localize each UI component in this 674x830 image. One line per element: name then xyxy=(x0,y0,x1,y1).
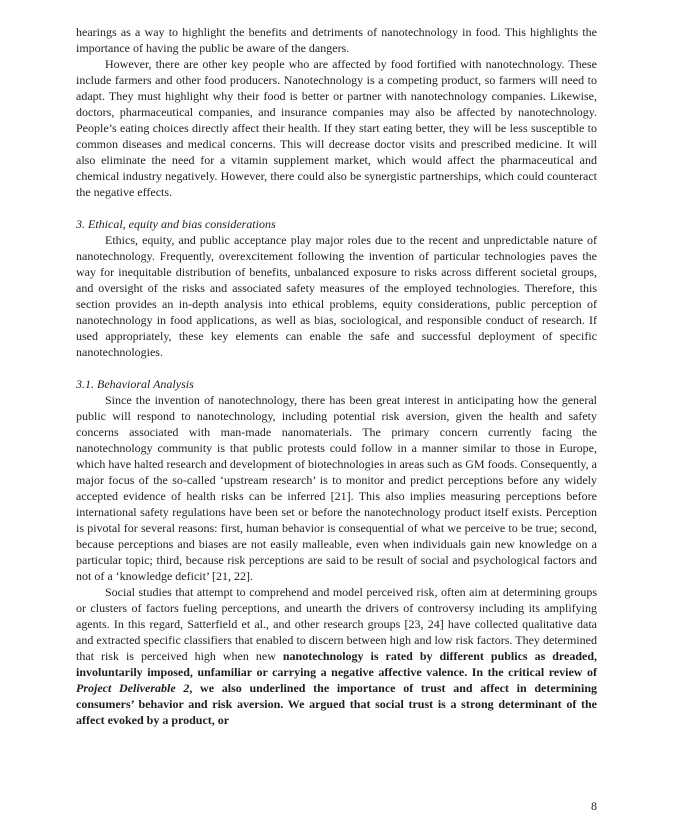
page-text-body xyxy=(76,24,597,728)
section-heading-ethics-equity-bias: 3. Ethical, equity and bias considerations xyxy=(76,217,276,231)
paragraph-text-bold: nanotechnology is rated by different publics as dreaded, involuntarily imposed, unfamiliar or carrying a negative affective valence. In the critical review of xyxy=(76,649,598,679)
paragraph-ethics-overview: Ethics, equity, and public acceptance play major roles due to the recent and unpredictable nature of nanotechnology. Frequently, overexcitement following the invention of particular technologies paves the way for inequitable distribution of benefits, unbalanced exposure to risks across different societal groups, and oversight of the risks and associated safety measures of the employed technologies. Therefore, this section provides an in-depth analysis into ethical problems, equity considerations, public perception of nanotechnology in food applications, as well as bias, sociological, and responsible conduct of research. If used appropriately, these key elements can enable the safe and successful deployment of specific nanotechnologies. xyxy=(76,233,597,359)
project-deliverable-reference: Project Deliverable 2 xyxy=(76,681,190,695)
paragraph-continuation: hearings as a way to highlight the benefits and detriments of nanotechnology in food. This highlights the importance of having the public be aware of the dangers. xyxy=(76,25,597,55)
section-heading-behavioral-analysis: 3.1. Behavioral Analysis xyxy=(76,377,194,391)
paragraph-stakeholders: However, there are other key people who are affected by food fortified with nanotechnology. These include farmers and other food producers. Nanotechnology is a competing product, so farmers will need to adapt. They must highlight why their food is better or partner with nanotechnology companies. Likewise, doctors, pharmaceutical companies, and insurance companies may also be affected by nanotechnology. People’s eating choices directly affect their health. If they start eating better, they will be less susceptible to common diseases and medical concerns. This will decrease doctor visits and prescribed medicine. It will also eliminate the need for a vitamin supplement market, which would affect the pharmaceutical and chemical industry negatively. However, there could also be synergistic partnerships, which could counteract the negative effects. xyxy=(76,57,597,199)
paragraph-social-studies xyxy=(76,584,597,728)
paragraph-behavioral-analysis: Since the invention of nanotechnology, there has been great interest in anticipating how the general public will respond to nanotechnology, including potential risk aversion, given the health and safety concerns associated with man-made nanomaterials. The primary concern currently facing the nanotechnology community is that public protests could follow in a manner similar to those in Europe, which have halted research and development of biotechnologies in areas such as GM foods. Consequently, a major focus of the so-called ‘upstream research’ is to monitor and predict perceptions before any widely accepted evidence of health risks can be inferred [21]. This also implies measuring perceptions before international safety regulations have been set or before the nanotechnology product itself exists. Perception is pivotal for several reasons: first, human behavior is consequential of what we perceive to be true; second, because perceptions and biases are not easily malleable, even when individuals gain new knowledge on a particular topic; third, because risk perceptions are said to be result of social and psychological factors and not of a ‘knowledge deficit’ [21, 22]. xyxy=(76,393,597,583)
page-number: 8 xyxy=(591,799,597,813)
paragraph-text-bold-end: , we also underlined the importance of trust and affect in determining consumers’ behavior and risk aversion. We argued that social trust is a strong determinant of the affect evoked by a product, or xyxy=(76,681,597,727)
paragraph-text-normal: Social studies that attempt to comprehend and model perceived risk, often aim at determining groups or clusters of factors fueling perceptions, and unearth the drivers of controversy including its amplifying agents. In this regard, Satterfield et al., and other research groups [23, 24] have collected qualitative data and extracted specific classifiers that enabled to discern between high and low risk factors. They determined that risk is perceived high when new xyxy=(76,585,597,663)
